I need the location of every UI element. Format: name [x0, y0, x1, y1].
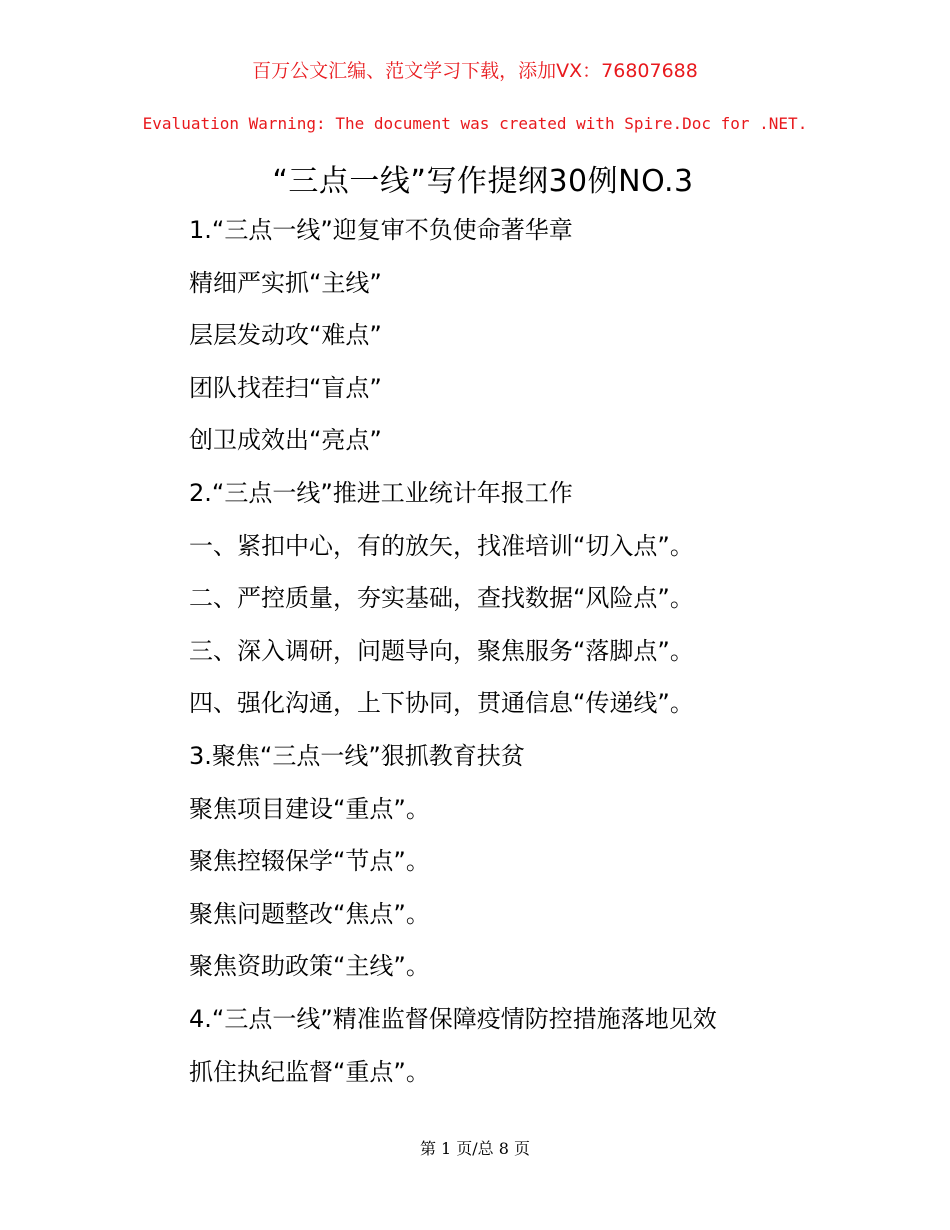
- body-line: 聚焦项目建设“重点”。: [189, 794, 430, 823]
- body-line: 精细严实抓“主线”: [189, 268, 382, 297]
- document-body: [189, 212, 909, 1106]
- section-heading: 3.聚焦“三点一线”狠抓教育扶贫: [189, 741, 525, 770]
- body-line: 聚焦问题整改“焦点”。: [189, 899, 430, 928]
- section-heading: 4.“三点一线”精准监督保障疫情防控措施落地见效: [189, 1004, 717, 1033]
- section-heading: 1.“三点一线”迎复审不负使命著华章: [189, 216, 573, 244]
- header-ad-text: 百万公文汇编、范文学习下载，添加VX：76807688: [252, 60, 698, 82]
- body-line: 聚焦资助政策“主线”。: [189, 952, 430, 981]
- body-line: 层层发动攻“难点”: [189, 321, 382, 350]
- body-line: 三、深入调研，问题导向，聚焦服务“落脚点”。: [189, 636, 694, 665]
- body-line: 四、强化沟通，上下协同，贯通信息“传递线”。: [189, 689, 694, 718]
- body-line: 创卫成效出“亮点”: [189, 426, 382, 455]
- section-heading: 2.“三点一线”推进工业统计年报工作: [189, 478, 573, 507]
- document-title: “三点一线”写作提纲30例NO.3: [272, 164, 694, 199]
- body-line: 团队找茬扫“盲点”: [189, 373, 382, 402]
- body-line: 二、严控质量，夯实基础，查找数据“风险点”。: [189, 584, 694, 613]
- body-line: 聚焦控辍保学“节点”。: [189, 847, 430, 876]
- evaluation-warning: Evaluation Warning: The document was created with Spire.Doc for .NET.: [142, 114, 808, 133]
- body-line: 一、紧扣中心，有的放矢，找准培训“切入点”。: [189, 531, 694, 560]
- body-line: 抓住执纪监督“重点”。: [189, 1057, 430, 1086]
- page-indicator: 第 1 页/总 8 页: [419, 1139, 531, 1158]
